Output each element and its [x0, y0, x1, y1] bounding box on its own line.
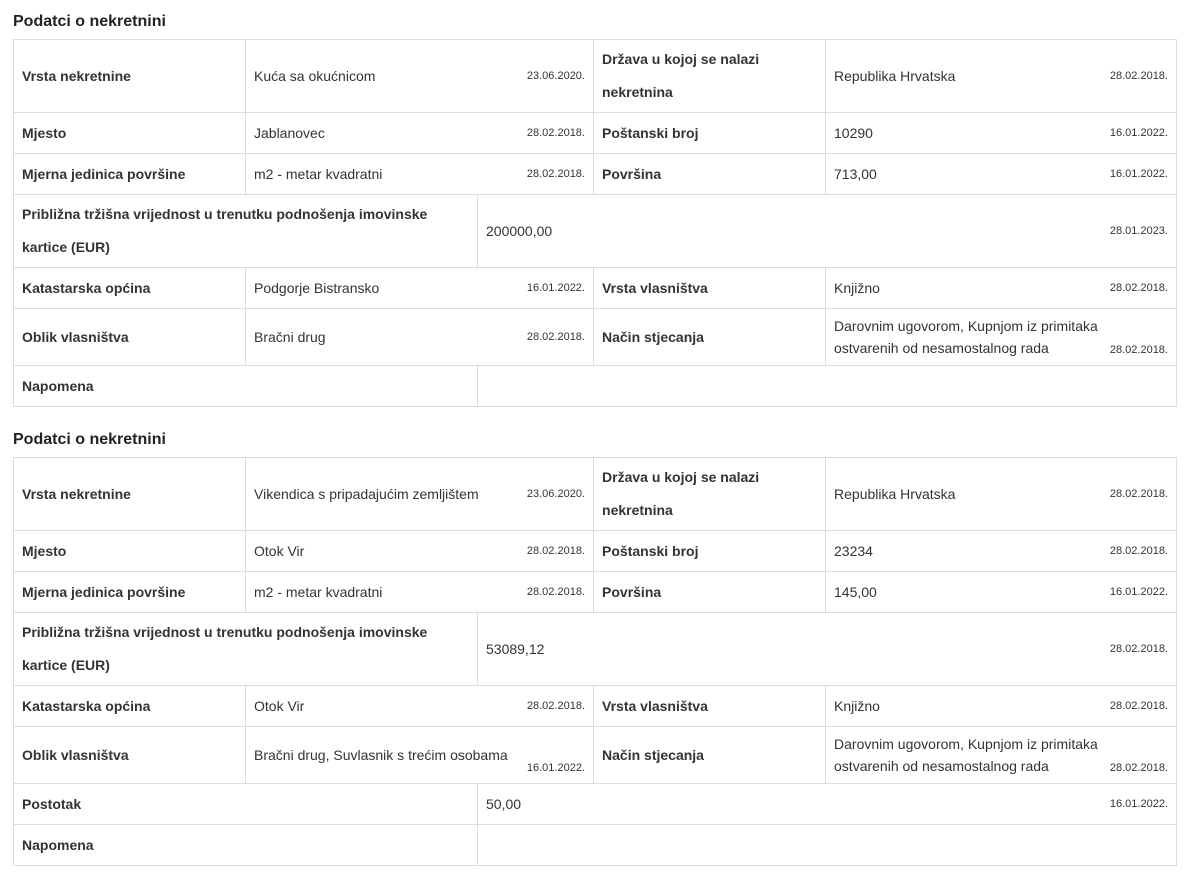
value-text: Bračni drug, Suvlasnik s trećim osobama	[254, 747, 508, 763]
label-nacin-stjecanja: Način stjecanja	[594, 727, 826, 784]
value-text: 50,00	[486, 795, 522, 812]
table-row	[14, 825, 1177, 866]
value-text: Podgorje Bistransko	[254, 279, 380, 296]
label-postanski-broj: Poštanski broj	[594, 531, 826, 572]
value-text: Bračni drug	[254, 328, 326, 345]
table-row	[14, 458, 1177, 531]
date-stamp: 28.02.2018.	[526, 127, 585, 139]
date-stamp: 23.06.2020.	[526, 70, 585, 82]
value-text: Republika Hrvatska	[834, 485, 956, 502]
label-drzava: Država u kojoj se nalazi nekretnina	[594, 40, 826, 113]
label-napomena: Napomena	[14, 825, 478, 866]
table-row	[14, 613, 1177, 686]
table-row	[14, 268, 1177, 309]
label-povrsina: Površina	[594, 572, 826, 613]
value-katastarska-opcina	[246, 686, 594, 727]
property-table	[13, 457, 1177, 866]
label-nacin-stjecanja: Način stjecanja	[594, 309, 826, 366]
date-stamp: 16.01.2022.	[1109, 798, 1169, 810]
table-row	[14, 784, 1177, 825]
date-stamp: 28.02.2018.	[1109, 282, 1168, 294]
label-drzava: Država u kojoj se nalazi nekretnina	[594, 458, 826, 531]
date-stamp: 28.02.2018.	[526, 331, 585, 343]
label-katastarska-opcina: Katastarska općina	[14, 686, 246, 727]
value-trzisna-vrijednost	[478, 613, 1177, 686]
date-stamp: 16.01.2022.	[1109, 127, 1168, 139]
value-text: Otok Vir	[254, 697, 305, 714]
value-napomena	[478, 825, 1177, 866]
label-vrsta-nekretnine: Vrsta nekretnine	[14, 40, 246, 113]
date-stamp: 16.01.2022.	[526, 762, 586, 774]
section-title: Podatci o nekretnini	[13, 13, 166, 30]
value-mjesto	[246, 113, 594, 154]
table-row	[14, 154, 1177, 195]
label-vrsta-vlasnistva: Vrsta vlasništva	[594, 268, 826, 309]
table-row	[14, 309, 1177, 366]
value-text: 53089,12	[486, 640, 545, 657]
date-stamp: 23.06.2020.	[526, 488, 586, 500]
value-postanski-broj	[826, 113, 1177, 154]
value-oblik-vlasnistva	[246, 727, 594, 784]
table-row	[14, 572, 1177, 613]
label-vrsta-vlasnistva: Vrsta vlasništva	[594, 686, 826, 727]
label-trzisna-vrijednost: Približna tržišna vrijednost u trenutku podnošenja imovinske kartice (EUR)	[14, 613, 478, 686]
value-vrsta-vlasnistva	[826, 686, 1177, 727]
label-oblik-vlasnistva: Oblik vlasništva	[14, 309, 246, 366]
label-mjerna-jedinica: Mjerna jedinica površine	[14, 572, 246, 613]
value-mjesto	[246, 531, 594, 572]
date-stamp: 16.01.2022.	[1109, 586, 1169, 598]
table-row	[14, 686, 1177, 727]
value-text: Knjižno	[834, 279, 880, 296]
date-stamp: 28.02.2018.	[1109, 762, 1169, 774]
date-stamp: 28.02.2018.	[1109, 70, 1168, 82]
value-postanski-broj	[826, 531, 1177, 572]
value-napomena	[478, 366, 1177, 407]
value-text: m2 - metar kvadratni	[254, 165, 383, 182]
value-text: Kuća sa okućnicom	[254, 67, 376, 84]
label-napomena: Napomena	[14, 366, 478, 407]
table-row	[14, 366, 1177, 407]
date-stamp: 28.02.2018.	[1109, 700, 1169, 712]
value-katastarska-opcina	[246, 268, 594, 309]
table-row	[14, 531, 1177, 572]
label-mjerna-jedinica: Mjerna jedinica površine	[14, 154, 246, 195]
date-stamp: 16.01.2022.	[526, 282, 585, 294]
value-drzava	[826, 458, 1177, 531]
value-vrsta-nekretnine	[246, 458, 594, 531]
value-povrsina	[826, 572, 1177, 613]
value-drzava	[826, 40, 1177, 113]
section-title: Podatci o nekretnini	[13, 431, 166, 448]
label-oblik-vlasnistva: Oblik vlasništva	[14, 727, 246, 784]
date-stamp: 28.01.2023.	[1109, 225, 1168, 237]
value-text: Jablanovec	[254, 124, 325, 141]
value-mjerna-jedinica	[246, 154, 594, 195]
value-text: Knjižno	[834, 697, 880, 714]
date-stamp: 28.02.2018.	[526, 700, 586, 712]
label-katastarska-opcina: Katastarska općina	[14, 268, 246, 309]
label-vrsta-nekretnine: Vrsta nekretnine	[14, 458, 246, 531]
value-oblik-vlasnistva	[246, 309, 594, 366]
date-stamp: 28.02.2018.	[1109, 344, 1168, 356]
date-stamp: 28.02.2018.	[1109, 545, 1169, 557]
date-stamp: 16.01.2022.	[1109, 168, 1168, 180]
property-table	[13, 39, 1177, 407]
date-stamp: 28.02.2018.	[1109, 488, 1169, 500]
label-postotak: Postotak	[14, 784, 478, 825]
value-text: Republika Hrvatska	[834, 67, 956, 84]
value-vrsta-vlasnistva	[826, 268, 1177, 309]
value-text: 713,00	[834, 165, 877, 182]
label-mjesto: Mjesto	[14, 531, 246, 572]
value-nacin-stjecanja	[826, 727, 1177, 784]
label-trzisna-vrijednost: Približna tržišna vrijednost u trenutku podnošenja imovinske kartice (EUR)	[14, 195, 478, 268]
table-row	[14, 195, 1177, 268]
label-postanski-broj: Poštanski broj	[594, 113, 826, 154]
value-text: 200000,00	[486, 222, 553, 239]
value-text: 10290	[834, 124, 873, 141]
value-text: m2 - metar kvadratni	[254, 583, 383, 600]
date-stamp: 28.02.2018.	[526, 545, 586, 557]
date-stamp: 28.02.2018.	[526, 586, 586, 598]
value-text: Vikendica s pripadajućim zemljištem	[254, 485, 479, 502]
value-vrsta-nekretnine	[246, 40, 594, 113]
table-row	[14, 113, 1177, 154]
value-trzisna-vrijednost	[478, 195, 1177, 268]
table-row	[14, 40, 1177, 113]
label-povrsina: Površina	[594, 154, 826, 195]
value-text: Otok Vir	[254, 542, 305, 559]
value-povrsina	[826, 154, 1177, 195]
table-row	[14, 727, 1177, 784]
date-stamp: 28.02.2018.	[526, 168, 585, 180]
value-text: Darovnim ugovorom, Kupnjom iz primitaka ostvarenih od nesamostalnog rada	[834, 318, 1098, 356]
value-postotak	[478, 784, 1177, 825]
value-nacin-stjecanja	[826, 309, 1177, 366]
value-text: Darovnim ugovorom, Kupnjom iz primitaka ostvarenih od nesamostalnog rada	[834, 736, 1098, 774]
value-text: 23234	[834, 542, 873, 559]
value-mjerna-jedinica	[246, 572, 594, 613]
label-mjesto: Mjesto	[14, 113, 246, 154]
date-stamp: 28.02.2018.	[1109, 643, 1169, 655]
value-text: 145,00	[834, 583, 877, 600]
